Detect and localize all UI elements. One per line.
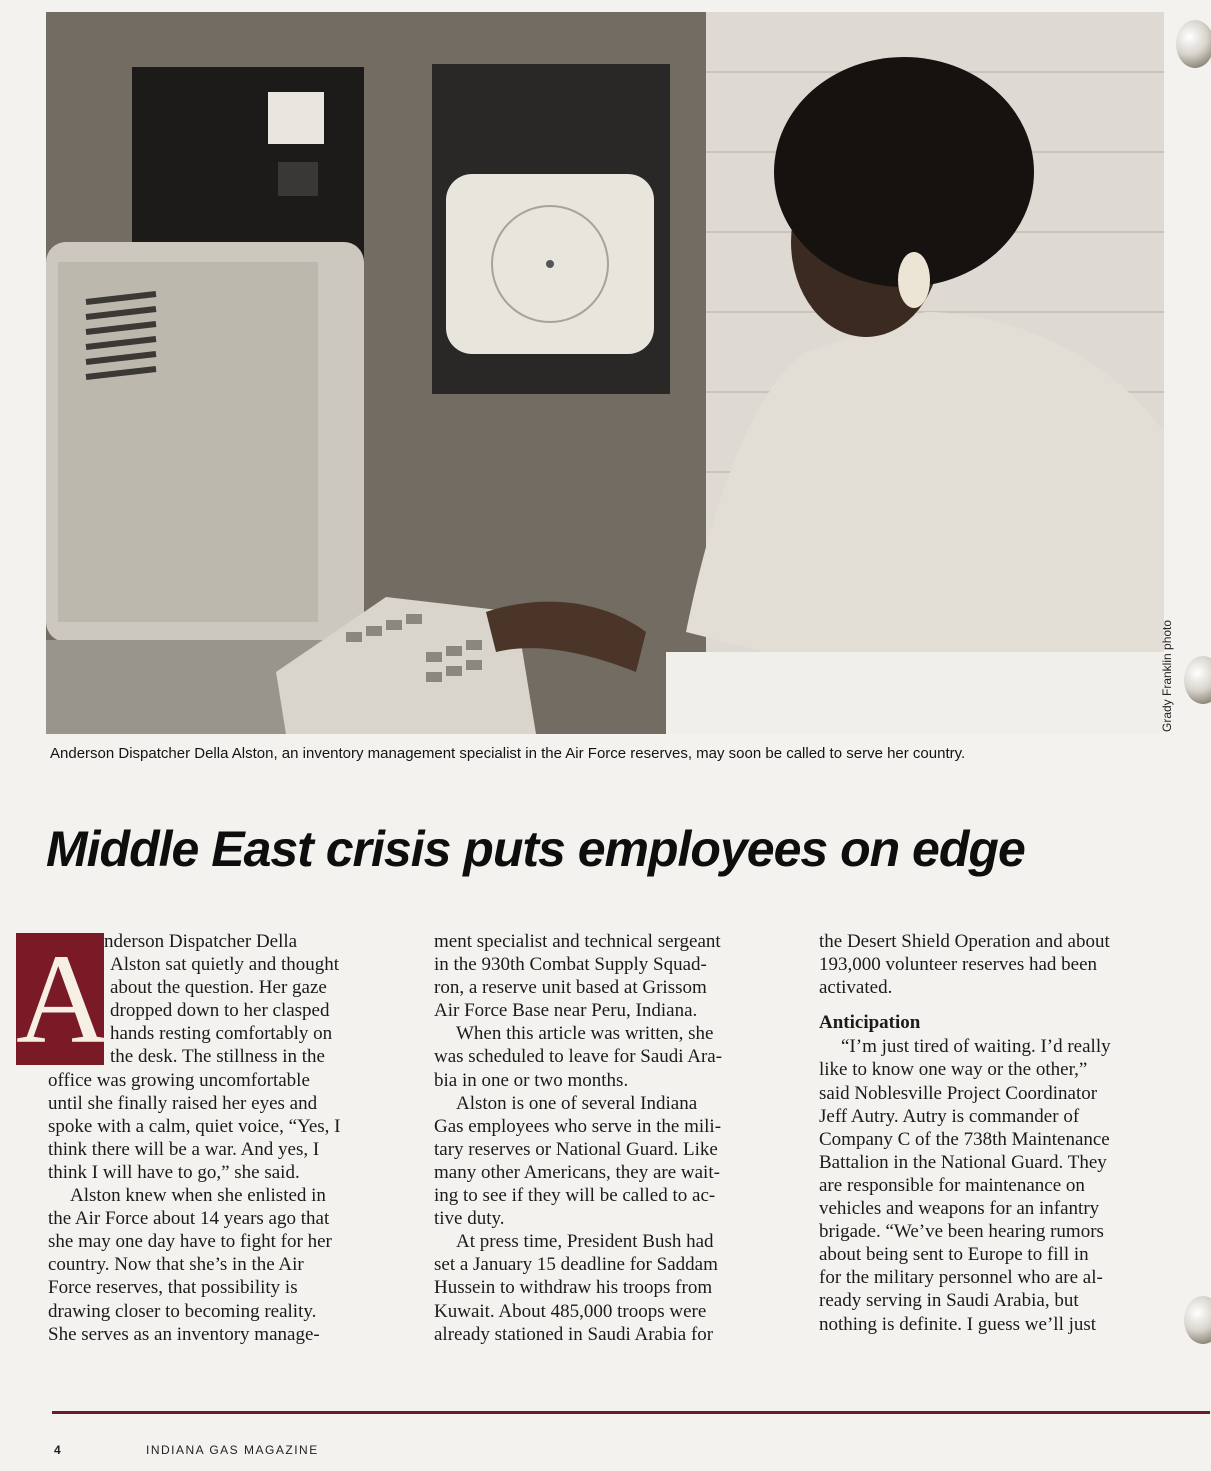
- text-line: the Air Force about 14 years ago that: [48, 1208, 330, 1230]
- text-line: Jeff Autry. Autry is commander of: [819, 1105, 1080, 1127]
- text-line: Alston knew when she enlisted in: [70, 1185, 326, 1207]
- text-line: Hussein to withdraw his troops from: [434, 1277, 713, 1299]
- paragraph: [434, 1230, 779, 1345]
- text-line: Alston sat quietly and thought: [110, 954, 340, 976]
- text-line: think there will be a war. And yes, I: [48, 1138, 320, 1160]
- paragraph: [48, 1184, 393, 1346]
- paragraph: [819, 1035, 1174, 1335]
- text-line: for the military personnel who are al-: [819, 1267, 1103, 1289]
- text-line: activated.: [819, 977, 893, 999]
- text-line: said Noblesville Project Coordinator: [819, 1082, 1098, 1104]
- text-line: vehicles and weapons for an infantry: [819, 1198, 1100, 1220]
- text-line: dropped down to her clasped: [110, 1000, 330, 1022]
- text-line: When this article was written, she: [456, 1023, 714, 1045]
- text-line: ment specialist and technical sergeant: [434, 931, 721, 952]
- text-line: about the question. Her gaze: [110, 977, 327, 999]
- article-column-2: [434, 930, 779, 1346]
- article-column-1: [48, 930, 393, 1346]
- binder-hole: [1176, 20, 1211, 68]
- article-photo: [46, 12, 1164, 734]
- section-subhead: Anticipation: [819, 1012, 921, 1034]
- article-headline: Middle East crisis puts employees on edge: [46, 821, 1025, 877]
- text-line: Company C of the 738th Maintenance: [819, 1128, 1110, 1150]
- text-line: set a January 15 deadline for Saddam: [434, 1254, 718, 1276]
- text-line: Kuwait. About 485,000 troops were: [434, 1300, 707, 1322]
- text-line: in the 930th Combat Supply Squad-: [434, 954, 707, 976]
- text-line: was scheduled to leave for Saudi Ara-: [434, 1046, 723, 1068]
- text-line: bia in one or two months.: [434, 1069, 629, 1091]
- text-line: office was growing uncomfortable: [48, 1069, 310, 1091]
- text-line: ron, a reserve unit based at Grissom: [434, 977, 707, 999]
- text-line: At press time, President Bush had: [456, 1231, 714, 1253]
- text-line: she may one day have to fight for her: [48, 1231, 332, 1253]
- binder-hole: [1184, 1296, 1211, 1344]
- text-line: 193,000 volunteer reserves had been: [819, 954, 1098, 976]
- paragraph: [434, 1022, 779, 1091]
- text-line: ing to see if they will be called to ac-: [434, 1185, 716, 1207]
- text-line: spoke with a calm, quiet voice, “Yes, I: [48, 1115, 341, 1137]
- photo-illustration: [46, 12, 1164, 734]
- text-line: already stationed in Saudi Arabia for: [434, 1323, 714, 1345]
- text-line: “I’m just tired of waiting. I’d really: [841, 1036, 1111, 1058]
- footer-rule: [52, 1411, 1210, 1414]
- text-line: brigade. “We’ve been hearing rumors: [819, 1221, 1104, 1243]
- paragraph: [434, 930, 779, 1022]
- text-line: tary reserves or National Guard. Like: [434, 1138, 718, 1160]
- text-line: think I will have to go,” she said.: [48, 1161, 300, 1183]
- text-line: like to know one way or the other,”: [819, 1059, 1088, 1081]
- photo-credit: Grady Franklin photo: [1160, 619, 1174, 732]
- paragraph: [819, 930, 1174, 999]
- article-column-3: [819, 930, 1174, 1336]
- binder-hole: [1184, 656, 1211, 704]
- text-line: are responsible for maintenance on: [819, 1174, 1085, 1196]
- text-line: hands resting comfortably on: [110, 1023, 333, 1045]
- text-line: Air Force Base near Peru, Indiana.: [434, 1000, 698, 1022]
- text-line: nothing is definite. I guess we’ll just: [819, 1313, 1097, 1335]
- paragraph: [434, 1092, 779, 1231]
- text-line: country. Now that she’s in the Air: [48, 1254, 304, 1276]
- text-line: the desk. The stillness in the: [110, 1046, 325, 1068]
- text-line: about being sent to Europe to fill in: [819, 1244, 1089, 1266]
- photo-caption: Anderson Dispatcher Della Alston, an inventory management specialist in the Air Force reserves, may soon be called to serve her country.: [50, 745, 966, 762]
- text-line: ready serving in Saudi Arabia, but: [819, 1290, 1079, 1312]
- text-line: She serves as an inventory manage-: [48, 1323, 320, 1345]
- text-line: Gas employees who serve in the mili-: [434, 1115, 722, 1137]
- text-line: the Desert Shield Operation and about: [819, 931, 1110, 952]
- drop-cap: A: [16, 928, 109, 1070]
- text-line: Force reserves, that possibility is: [48, 1277, 298, 1299]
- text-line: Alston is one of several Indiana: [456, 1092, 698, 1114]
- paragraph: [48, 930, 393, 1184]
- text-line: many other Americans, they are wait-: [434, 1161, 720, 1183]
- page-number: 4: [54, 1443, 61, 1457]
- magazine-name: INDIANA GAS MAGAZINE: [146, 1443, 319, 1457]
- text-line: drawing closer to becoming reality.: [48, 1300, 317, 1322]
- text-line: until she finally raised her eyes and: [48, 1092, 318, 1114]
- text-line: nderson Dispatcher Della: [104, 931, 298, 952]
- text-line: Battalion in the National Guard. They: [819, 1151, 1107, 1173]
- text-line: tive duty.: [434, 1208, 505, 1230]
